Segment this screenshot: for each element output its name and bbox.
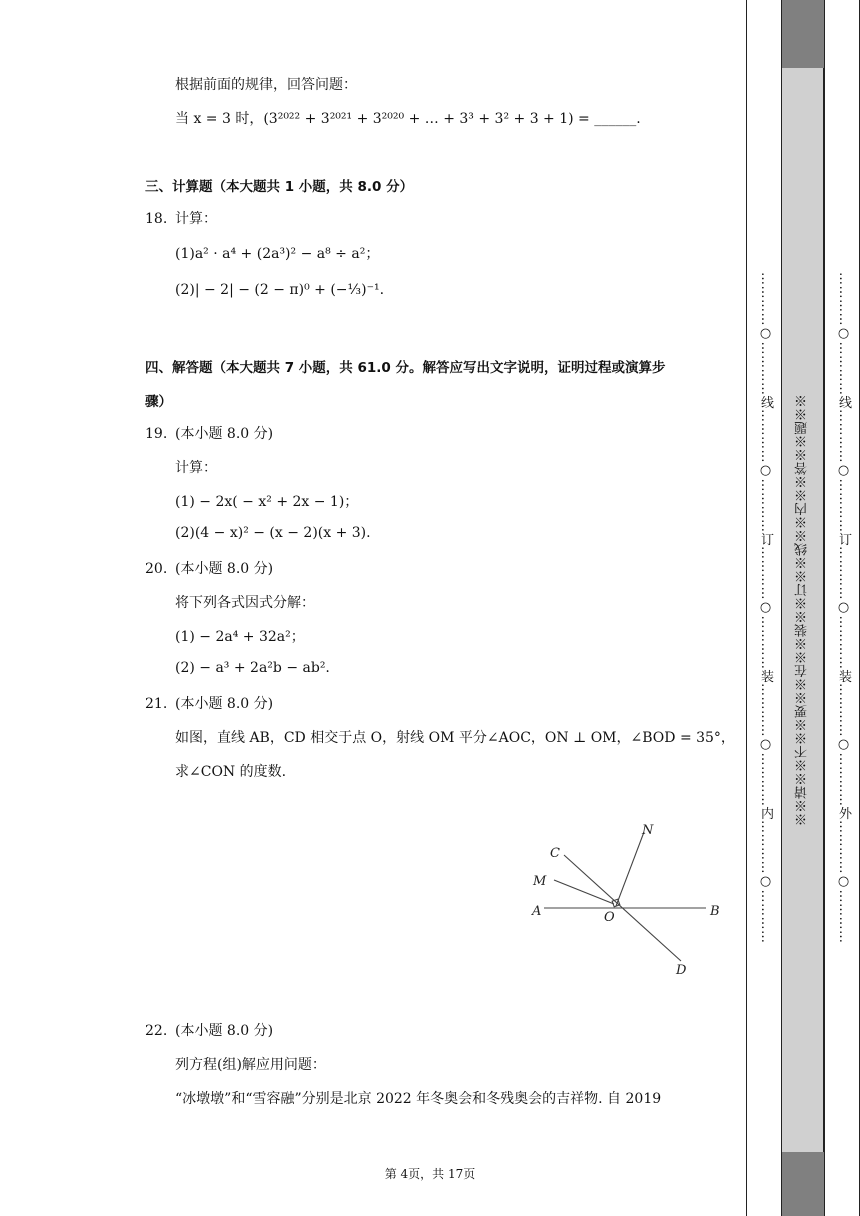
q21-number: 21. [145,696,168,712]
q20-points: (本小题 8.0 分) [175,561,274,577]
binding-dark-block-bottom [782,1152,824,1216]
q19-item-1: (1) − 2x( − x² + 2x − 1)； [175,494,359,510]
q20-prompt: 将下列各式因式分解： [175,595,315,611]
q20-item-2: (2) − a³ + 2a²b − ab². [175,660,330,676]
q18-item-2: (2)| − 2| − (2 − π)⁰ + (−⅓)⁻¹. [175,282,385,298]
q18-prompt: 计算： [175,211,217,227]
q20-header [145,558,273,578]
section4-heading-line2: 骤） [145,394,172,410]
q21-points: (本小题 8.0 分) [175,696,274,712]
page-footer: 第 4页，共 17页 [384,1167,476,1181]
binding-inner-text: …………○…………线…………○…………订…………○…………装…………○…………外…………○………… [836,272,851,944]
q18-header [145,208,217,228]
binding-strip-inner [824,0,860,1216]
q18-number: 18. [145,211,168,227]
q19-number: 19. [145,426,168,442]
q22-prompt: 列方程(组)解应用问题： [175,1057,326,1073]
q21-header [145,693,273,713]
section4-heading-line1: 四、解答题（本大题共 7 小题，共 61.0 分。解答应写出文字说明，证明过程或演算步 [145,360,666,376]
section3-heading: 三、计算题（本大题共 1 小题，共 8.0 分） [145,179,414,195]
rule-question: 当 x = 3 时，(3²⁰²² + 3²⁰²¹ + 3²⁰²⁰ + … + 3³ + 3² + 3 + 1) = ______. [175,111,641,127]
q19-item-2: (2)(4 − x)² − (x − 2)(x + 3). [175,525,371,541]
q21-text-line1: 如图，直线 AB，CD 相交于点 O，射线 OM 平分∠AOC，ON ⊥ OM，∠BOD = 35°， [175,730,735,746]
q20-number: 20. [145,561,168,577]
q22-header [145,1020,273,1040]
label-d: D [676,963,687,978]
rule-instruction: 根据前面的规律，回答问题： [175,77,357,93]
q21-geometry-figure [520,812,730,982]
ray-on [616,832,644,906]
label-o: O [604,910,615,925]
q21-text-line2: 求∠CON 的度数. [175,764,287,780]
label-c: C [550,846,560,861]
q18-item-1: (1)a² · a⁴ + (2a³)² − a⁸ ÷ a²； [175,246,380,262]
label-a: A [532,904,542,919]
q19-header [145,423,273,443]
right-angle-mark [612,899,620,907]
binding-warning-text: ※※请※※不※※要※※在※※装※※订※※线※※内※※答※※题※※ [795,394,810,826]
q22-number: 22. [145,1023,168,1039]
q19-prompt: 计算： [175,460,217,476]
label-b: B [710,904,720,919]
q19-points: (本小题 8.0 分) [175,426,274,442]
q22-points: (本小题 8.0 分) [175,1023,274,1039]
label-m: M [533,874,547,889]
binding-outer-text: …………○…………线…………○…………订…………○…………装…………○…………内…………○………… [758,272,773,944]
q22-text-line1: “冰墩墩”和“雪容融”分别是北京 2022 年冬奥会和冬残奥会的吉祥物. 自 2019 [175,1091,662,1107]
q20-item-1: (1) − 2a⁴ + 32a²； [175,629,305,645]
binding-strip-outer [746,0,782,1216]
label-n: N [642,823,654,838]
binding-dark-block-top [782,0,824,68]
